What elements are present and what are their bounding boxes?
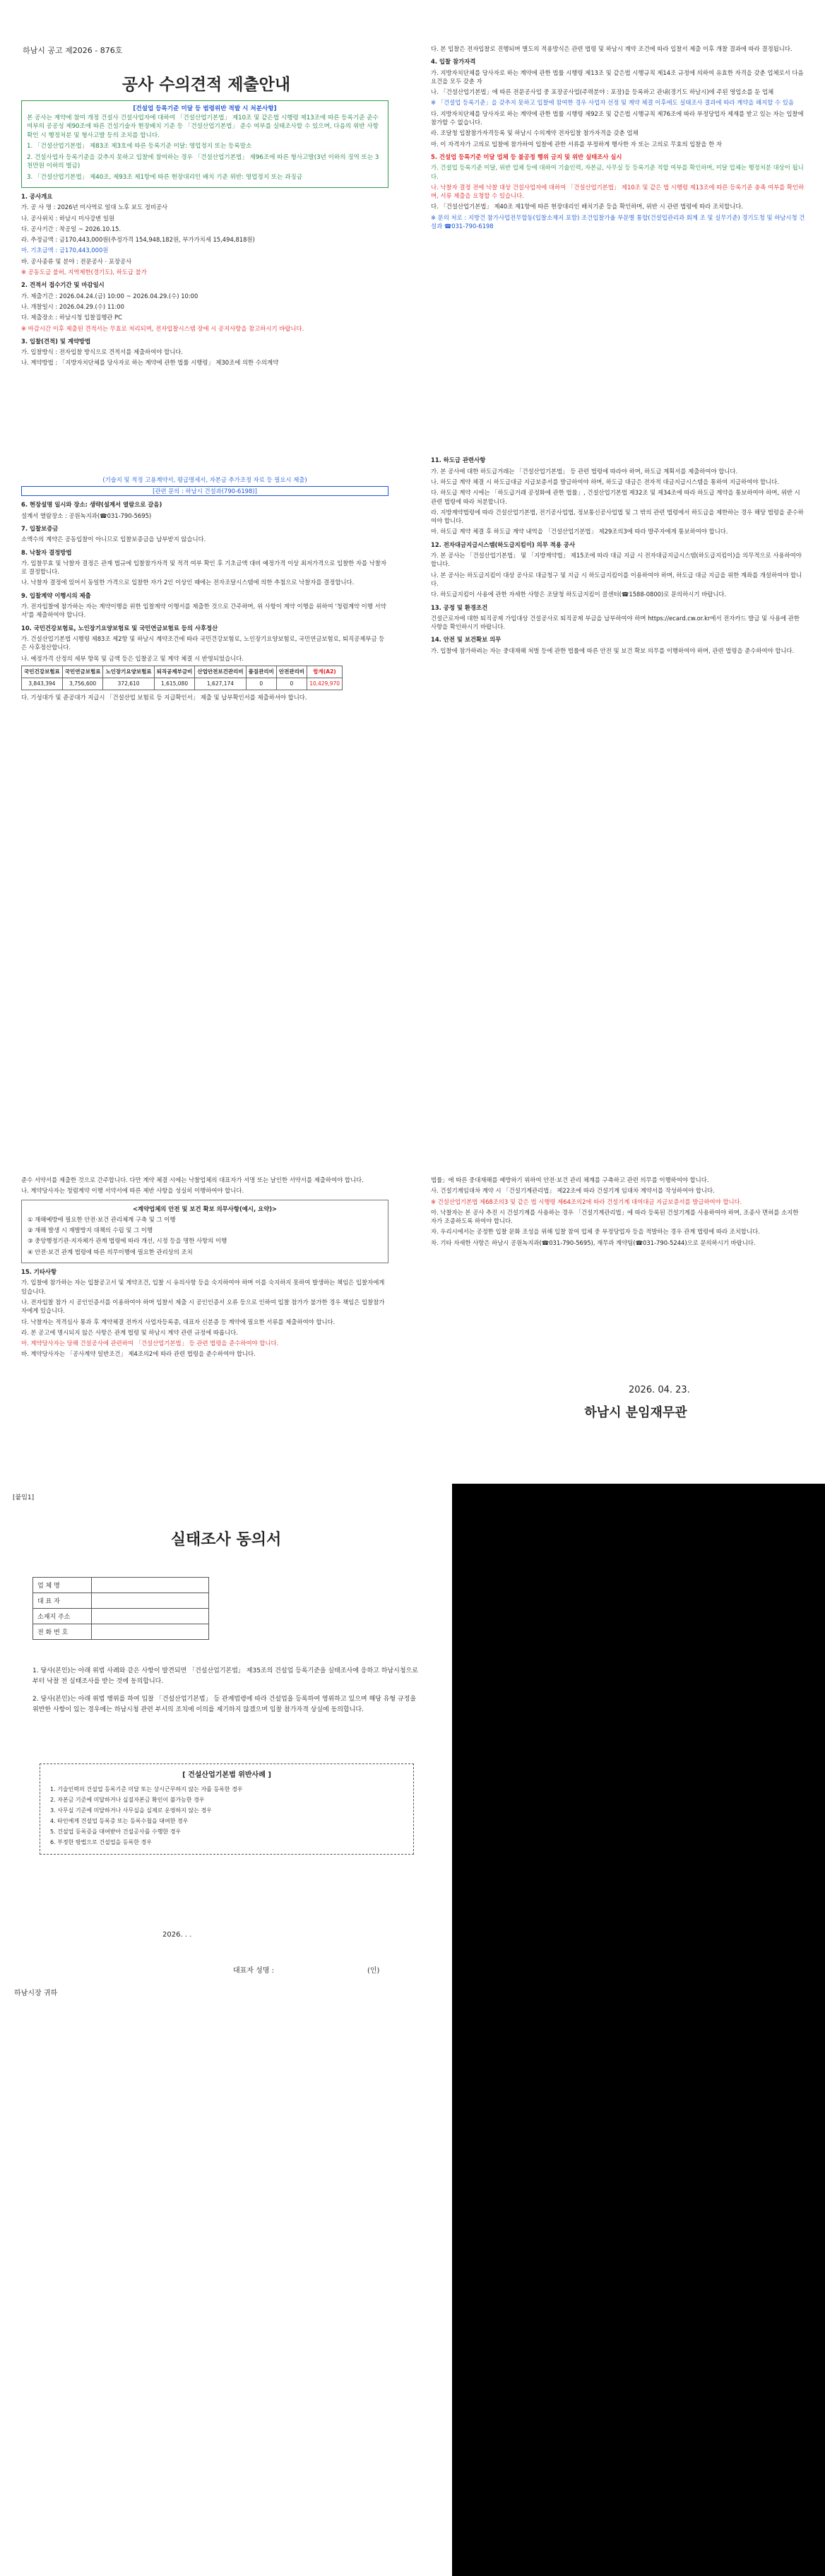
violation-box-body: 본 공사는 계약에 참여 개정 건설사 건설사업자에 대하여 「건설산업기본법」 제10조 및 같은법 시행령 제13조에 따른 등록기준 준수 여부의 공공성 제90조에 따른 건설기술자 현장배치 기준 등 「건설산업기본법」 준수 여부를 실태조사할 수 있으며, 다음의 위반 사항 확인 시 행정처분 및 형사고발 등의 조치를 합니다. [27, 114, 379, 139]
info-value-field[interactable] [92, 1624, 209, 1640]
fee-header: 안전관리비 [276, 666, 307, 678]
fee-value: 1,615,080 [154, 678, 195, 690]
section-item: 가. 입찰에 참가하는 자는 입찰공고서 및 계약조건, 입찰 시 유의사항 등을 숙지하여야 하며 이를 숙지하지 못하여 발생하는 책임은 입찰자에게 있습니다. [21, 1279, 385, 1295]
section-note: ※ 건설산업기본법 제68조의3 및 같은 법 시행령 제64조의2에 따라 건설기계 대여대금 지급보증서를 발급하여야 합니다. [431, 1198, 742, 1205]
notice-issuer: 하남시 분임재무관 [584, 1405, 687, 1420]
section-item: 가. 입찰무효 및 낙찰자 결정은 관계 법규에 입찰참가자격 및 적격 여부 확인 후 기초금액 대비 예정가격 이상 최저가격으로 입찰한 자를 낙찰자로 결정합니다. [21, 559, 387, 576]
fee-value: 3,843,394 [22, 678, 63, 690]
info-label: 소재지 주소 [33, 1609, 92, 1624]
violation-case: 1. 기술인력의 건설업 등록기준 미달 또는 상시근무하지 않는 자를 등록한 경우 [50, 1786, 243, 1792]
safety-box-item: ② 재해 발생 시 재발방지 대책의 수립 및 그 이행 [28, 1227, 153, 1234]
survey-title: 실태조사 동의서 [170, 1531, 282, 1549]
seal-mark: (인) [367, 1967, 380, 1975]
section-item: 나. 공사위치 : 하남시 미사강변 일원 [21, 214, 115, 222]
section-item: 다. 「건설산업기본법」 제40조 제1항에 따른 현장대리인 배치기준 등을 확인하며, 위반 시 관련 법령에 따라 조치합니다. [431, 203, 744, 211]
fee-header: 품질관리비 [246, 666, 276, 678]
violation-item: 1. 「건설산업기본법」 제83조 제3호에 따른 등록기준 미달: 영업정지 또는 등록말소 [27, 143, 252, 150]
section-note: ※ 문의 처로 : 지방건 참가사업전무합동(입찰소재지 포함) 조건입찰가율 부문별 통합(건설업관리과 회계 조 및 실무기준) 경기도청 및 하남시청 건설과 ☎031-790-6198 [431, 213, 805, 230]
violation-warning-box [21, 100, 388, 188]
section-item: 라. 본 공고에 명시되지 않은 사항은 관계 법령 및 하남시 계약 관련 규정에 따릅니다. [21, 1328, 238, 1336]
survey-consent-page [0, 1484, 452, 2576]
section-item: 법률」에 따른 중대재해를 예방하기 위하여 안전·보건 관리 체계를 구축하고 관련 의무를 이행하여야 합니다. [431, 1176, 709, 1183]
section-item: 마. 하도급 계약 체결 후 하도급 계약 내역을 「건설산업기본법」 제29조의3에 따라 발주자에게 통보하여야 합니다. [431, 528, 728, 536]
fee-value: 1,627,174 [195, 678, 246, 690]
info-value-field[interactable] [92, 1609, 209, 1624]
notice-right-column [431, 45, 805, 657]
violation-cases-box [40, 1763, 414, 1855]
section-item: 나. 낙찰자 결정 전에 낙찰 대상 건설사업자에 대하여 「건설산업기본법」 제10조 및 같은 법 시행령 제13조에 따른 등록기준 충족 여부를 확인하며, 서류 제출을 요청할 수 있습니다. [431, 183, 805, 200]
fee-header: 합계(A2) [307, 666, 343, 678]
section-item: 라. 추정금액 : 금170,443,000원(추정가격 154,948,182원, 부가가치세 15,494,818원) [21, 236, 255, 244]
section-title: 13. 공정 및 환경조건 [431, 603, 488, 611]
section-item: 바. 공사종류 및 분야 : 전문공사 · 포장공사 [21, 257, 132, 265]
fee-value: 372,610 [103, 678, 154, 690]
page2-left-column [21, 1176, 388, 1361]
violation-case: 5. 건설업 등록증을 대여받아 건설공사를 수행한 경우 [50, 1828, 182, 1835]
section-title: 3. 입찰(견적) 및 계약방법 [21, 337, 91, 345]
section-item: 나. 전자입찰 참가 시 공인인증서를 이용하여야 하며 입찰서 제출 시 공인인증서 오류 등으로 인하여 입찰 참가가 불가한 경우 책임은 입찰참가자에게 있습니다. [21, 1298, 385, 1315]
section-item: 나. 낙찰자 결정에 있어서 동일한 가격으로 입찰한 자가 2인 이상인 때에는 전자조달시스템에 의한 추첨으로 낙찰자를 결정합니다. [21, 579, 355, 586]
section-title: 8. 낙찰자 결정방법 [21, 548, 72, 556]
violation-cases-title: [ 건설산업기본법 위반사례 ] [182, 1771, 271, 1779]
section-note: ※ 마감시간 이후 제출된 견적서는 무효로 처리되며, 전자입찰시스템 장애 시 공지사항을 참고하시기 바랍니다. [21, 324, 304, 332]
section-item: 사. 건설기계임대차 계약 시 「건설기계관리법」 제22조에 따라 건설기계 임대차 계약서를 작성하여야 합니다. [431, 1187, 715, 1195]
fee-value: 10,429,970 [307, 678, 343, 690]
violation-item: 2. 건설사업자 등록기준을 갖추지 못하고 입찰에 참여하는 경우 「건설산업기본법」 제96조에 따른 형사고발(3년 이하의 징역 또는 3천만원 이하의 벌금) [27, 153, 379, 170]
section-title: 14. 안전 및 보건확보 의무 [431, 636, 501, 644]
info-label: 전 화 번 호 [33, 1624, 92, 1640]
section-item: 건설근로자에 대한 퇴직공제 가입대상 건설공사로 퇴직공제 부금을 납부하여야 하며 https://ecard.cw.or.kr에서 전자카드 발급 및 사용에 관한 사항을 확인하시기 바랍니다. [431, 614, 800, 631]
section-item: 준수 서약서를 제출한 것으로 간주합니다. 다만 계약 체결 시에는 낙찰업체의 대표자가 서명 또는 날인한 서약서를 제출하여야 합니다. [21, 1176, 364, 1183]
addressee: 하남시장 귀하 [14, 1990, 58, 1997]
attachment-tag: [붙임1] [13, 1494, 35, 1501]
section-item: 소액수의 계약은 공동입찰이 아니므로 입찰보증금을 납부받지 않습니다. [21, 536, 206, 543]
fee-header: 국민건강보험료 [22, 666, 63, 678]
info-label: 업 체 명 [33, 1578, 92, 1593]
section-item: 다. 제출장소 : 하남시청 입찰집행관 PC [21, 314, 122, 321]
violation-case: 6. 부정한 방법으로 건설업을 등록한 경우 [50, 1839, 152, 1845]
section-item: 가. 본 공사는 「건설산업기본법」 및 「지방계약법」 제15조에 따라 대금 지급 시 전자대금지급시스템(하도급지킴이)을 의무적으로 사용하여야 합니다. [431, 552, 802, 568]
fee-header: 국민연금보험료 [62, 666, 103, 678]
safety-duty-box [21, 1200, 388, 1263]
violation-case: 4. 타인에게 건설업 등록증 또는 등록수첩을 대여한 경우 [50, 1818, 189, 1824]
section-item: 마. 이 자격자가 고의로 입찰에 참가하여 입찰에 관한 서류를 부정하게 행사한 자 또는 고의로 무효의 입찰을 한 자 [431, 140, 722, 148]
section-item: 나. 계약당사자는 청렴계약 이행 서약서에 따른 제반 사항을 성실히 이행하여야 합니다. [21, 1187, 244, 1195]
representative-label: 대표자 성명 : [233, 1967, 275, 1975]
section-note: ※ 공동도급 불허, 지역제한(경기도), 하도급 불가 [21, 268, 147, 276]
violation-item: 3. 「건설산업기본법」 제40조, 제93조 제1항에 따른 현장대리인 배치 기준 위반: 영업정지 또는 과징금 [27, 173, 302, 181]
section-item: 가. 지방자치단체를 당사자로 하는 계약에 관한 법률 시행령 제13조 및 같은법 시행규칙 제14조 규정에 의하여 유효한 자격을 갖춘 업체로서 다음 요건을 모두 갖춘 자 [431, 69, 804, 85]
section-item: 나. 본 공사는 하도급지킴이 대상 공사로 대금청구 및 지급 시 하도급지킴이를 이용하여야 하며, 하도급 대금 지급을 위한 계좌를 개설하여야 합니다. [431, 571, 802, 587]
violation-case: 3. 사무실 기준에 미달하거나 사무실을 실제로 운영하지 않는 경우 [50, 1807, 212, 1814]
fee-value: 0 [276, 678, 307, 690]
section-item: 가. 건설업 등록기준 미달, 위반 업체 등에 대하여 기술인력, 자본금, 사무실 등 등록기준 적합 여부를 확인하며, 미달 업체는 행정처분 대상이 됩니다. [431, 164, 804, 180]
notice-title: 공사 수의견적 제출안내 [121, 76, 291, 94]
section-item: 바. 계약당사자는 「공사계약 일반조건」 제4조의2에 따라 관련 법령을 준수하여야 합니다. [21, 1350, 256, 1358]
fee-header: 노인장기요양보험료 [103, 666, 154, 678]
section-item: 다. 낙찰자는 적격심사 통과 후 계약체결 전까지 사업자등록증, 대표자 신분증 등 계약에 필요한 서류를 제출하여야 합니다. [21, 1318, 336, 1325]
info-label: 대 표 자 [33, 1593, 92, 1609]
section-item: 다. 지방자치단체를 당사자로 하는 계약에 관한 법률 시행령 제92조 및 같은법 시행규칙 제76조에 따라 부정당업자 제재를 받고 있는 자는 입찰에 참가할 수 없습니다. [431, 110, 804, 126]
section-item: 나. 하도급 계약 체결 시 하도급대금 지급보증서를 발급하여야 하며, 하도급 대금은 전자적 대금지급시스템을 통하여 지급하여야 합니다. [431, 478, 779, 485]
section-item: 다. 하도급 계약 시에는 「하도급거래 공정화에 관한 법률」, 건설산업기본법 제32조 및 제34조에 따라 하도급 계약을 통보하여야 하며, 위반 시 관련 법령에 따라 처분합니다. [431, 489, 800, 505]
notice-page [0, 0, 825, 1166]
section-note: ※ 「건설업 등록기준」을 갖추지 못하고 입찰에 참여한 경우 사업자 선정 및 계약 체결 이후에도 실태조사 결과에 따라 계약을 해지할 수 있음 [431, 99, 794, 107]
section-title: 9. 입찰계약 이행시의 제출 [21, 591, 91, 599]
notice-date: 2026. 04. 23. [629, 1385, 690, 1395]
notice-page-2 [0, 1166, 825, 1484]
section-title: 2. 견적서 접수기간 및 마감일시 [21, 281, 105, 289]
page2-right-column [431, 1176, 805, 1249]
consent-paragraph: 1. 당사(본인)는 아래 위법 사례와 같은 사항이 발견되면 「건설산업기본법」 제35조의 건설업 등록기준을 실태조사에 응하고 하남시청으로부터 낙찰 전 실태조사를 받는 것에 동의합니다. [32, 1667, 418, 1685]
section-item: 설계서 열람장소 : 공원녹지과(☎031-790-5695) [21, 512, 152, 519]
section-item: 나. 예정가격 산정의 세부 항목 및 금액 등은 입찰공고 및 계약 체결 시 반영되었습니다. [21, 654, 244, 662]
safety-box-item: ④ 안전·보건 관계 법령에 따른 의무이행에 필요한 관리상의 조치 [28, 1248, 193, 1255]
safety-box-title: <계약업체의 안전 및 보건 확보 의무사항(예시, 요약)> [132, 1205, 278, 1212]
section-item: 다. 하도급지킴이 사용에 관한 자세한 사항은 조달청 하도급지킴이 콜센터(☎1588-0800)로 문의하시기 바랍니다. [431, 591, 727, 598]
company-info-table [32, 1577, 209, 1640]
section-item: 가. 제출기간 : 2026.04.24.(금) 10:00 ~ 2026.04.29.(수) 10:00 [21, 292, 198, 300]
section-item: 가. 건설산업기본법 시행령 제83조 제2항 및 하남시 계약조건에 따라 국민건강보험료, 노인장기요양보험료, 국민연금보험료, 퇴직공제부금 등은 사후정산합니다. [21, 634, 385, 651]
violation-case: 2. 자본금 기준에 미달하거나 실질자본금 확인이 불가능한 경우 [50, 1797, 205, 1803]
section-title: 5. 건설업 등록기준 미달 업체 등 불공정 행위 금지 및 위반 실태조사 실시 [431, 153, 622, 160]
section-item: 가. 입찰에 참가하려는 자는 중대재해 처벌 등에 관한 법률에 따른 안전 및 보건 확보 의무를 이행하여야 하며, 관련 법령을 준수하여야 합니다. [431, 646, 795, 654]
section-item: 나. 계약방법 : 「지방자치단체를 당사자로 하는 계약에 관한 법률 시행령」 제30조에 의한 수의계약 [21, 359, 279, 367]
section-item: 다. 공사기간 : 착공일 ~ 2026.10.15. [21, 225, 121, 232]
section-title: 1. 공사개요 [21, 193, 53, 200]
notice-left-column [21, 100, 388, 704]
section-title: 10. 국민건강보험료, 노인장기요양보험료 및 국민연금보험료 등의 사후정산 [21, 624, 218, 632]
section-item: 차. 기타 자세한 사항은 하남시 공원녹지과(☎031-790-5695), 재무과 계약팀(☎031-790-5244)으로 문의하시기 바랍니다. [431, 1239, 756, 1246]
section-title: 6. 현장설명 일시와 장소: 생략(설계서 열람으로 갈음) [21, 501, 162, 509]
section-item: 가. 입찰방식 : 전자입찰 방식으로 견적서를 제출하여야 합니다. [21, 348, 184, 356]
section-title: 4. 입찰 참가자격 [431, 58, 476, 66]
info-value-field[interactable] [92, 1593, 209, 1609]
insurance-fee-table [21, 666, 343, 691]
fee-value: 3,756,600 [62, 678, 103, 690]
reference-contact: [관련 문의 : 하남시 건설과(790-6198)] [21, 486, 388, 496]
notice-number: 하남시 공고 제2026 - 876호 [23, 46, 123, 55]
section-item: 나. 개찰일시 : 2026.04.29.(수) 11:00 [21, 302, 124, 310]
section-item: 라. 지방계약법령에 따라 건설산업기본법, 전기공사업법, 정보통신공사업법 및 그 밖의 관련 법령에서 하도급을 제한하는 경우 해당 법령을 준수하여야 합니다. [431, 508, 804, 525]
section-title: 11. 하도급 관련사항 [431, 456, 486, 464]
section-title: 12. 전자대금지급시스템(하도급지킴이) 의무 적용 공사 [431, 540, 576, 548]
section-item: 자. 우리시에서는 공정한 입찰 문화 조성을 위해 입찰 참여 업체 중 부정당업자 등을 적발하는 경우 관계 법령에 따라 조치합니다. [431, 1228, 760, 1236]
fee-value: 0 [246, 678, 276, 690]
section-item: 라. 조달청 입찰참가자격등록 및 하남시 수의계약 전자입찰 참가자격을 갖춘 업체 [431, 129, 639, 137]
info-value-field[interactable] [92, 1578, 209, 1593]
fee-header: 퇴직공제부금비 [154, 666, 195, 678]
section-item: 마. 기초금액 : 금170,443,000원 [21, 247, 109, 254]
section-title: 15. 기타사항 [21, 1268, 57, 1276]
reference-note: (기술지 및 적정 고용계약서, 평급명세서, 자본금 추가조정 자료 등 필요시 제출) [102, 475, 307, 483]
consent-date: 2026. . . [162, 1931, 192, 1939]
section-item: 가. 본 공사에 대한 하도급거래는 「건설산업기본법」 등 관련 법령에 따라야 하며, 하도급 계획서를 제출하여야 합니다. [431, 467, 738, 475]
safety-box-item: ③ 중앙행정기관·지자체가 관계 법령에 따라 개선, 시정 등을 명한 사항의 이행 [28, 1237, 227, 1245]
violation-box-title: [건설업 등록기준 미달 등 범령위반 적발 시 처분사항] [133, 105, 277, 112]
fee-header: 산업안전보건관리비 [195, 666, 246, 678]
safety-box-item: ① 재해예방에 필요한 안전·보건 관리체계 구축 및 그 이행 [28, 1215, 176, 1223]
consent-paragraphs [32, 1666, 421, 1718]
section-item: 나. 「건설산업기본법」에 따른 전문공사업 중 포장공사업(주력분야 : 포장)을 등록하고 관내(경기도 하남시)에 주된 영업소를 둔 업체 [431, 88, 774, 96]
section-item: 다. 기성대가 및 준공대가 지급시 「건설산업 보험료 등 지급확인서」 제출 및 납부확인서를 제출하셔야 합니다. [21, 694, 307, 702]
section-item: 가. 전자입찰에 참가하는 자는 계약이행을 위한 입찰계약 이행서를 제출한 것으로 간주하며, 위 사항이 계약 이행을 위하여 '청렴계약 이행 서약서'를 제출하여야 합니다. [21, 603, 386, 619]
consent-paragraph: 2. 당사(본인)는 아래 위법 행위를 하여 입찰 「건설산업기본법」 등 관계법령에 따라 건설업을 등록하여 영위하고 있으며 해당 유형 규정을 위반한 사항이 있는 경우에는 하남시청 관련 부서의 조치에 이의를 제기하지 않겠으며 입찰 참가자격 상실에 동의합니다. [32, 1696, 417, 1713]
section-item: 가. 공 사 명 : 2026년 미사역로 일대 노후 보도 정비공사 [21, 203, 168, 211]
section-item: 아. 낙찰자는 본 공사 추진 시 건설기계를 사용하는 경우 「건설기계관리법」에 따라 등록된 건설기계를 사용하여야 하며, 조종사 면허를 소지한 자가 조종하도록 하여야 합니다. [431, 1208, 799, 1225]
section-title: 7. 입찰보증금 [21, 524, 59, 532]
section-item: 마. 계약당사자는 당해 건설공사에 관련하여 「건설산업기본법」 등 관련 법령을 준수하여야 합니다. [21, 1340, 279, 1347]
section-item: 다. 본 입찰은 전자입찰로 진행되며 별도의 적용방식은 관련 법령 및 하남시 계약 조건에 따라 입찰서 제출 이후 개찰 결과에 따라 결정됩니다. [431, 45, 793, 52]
